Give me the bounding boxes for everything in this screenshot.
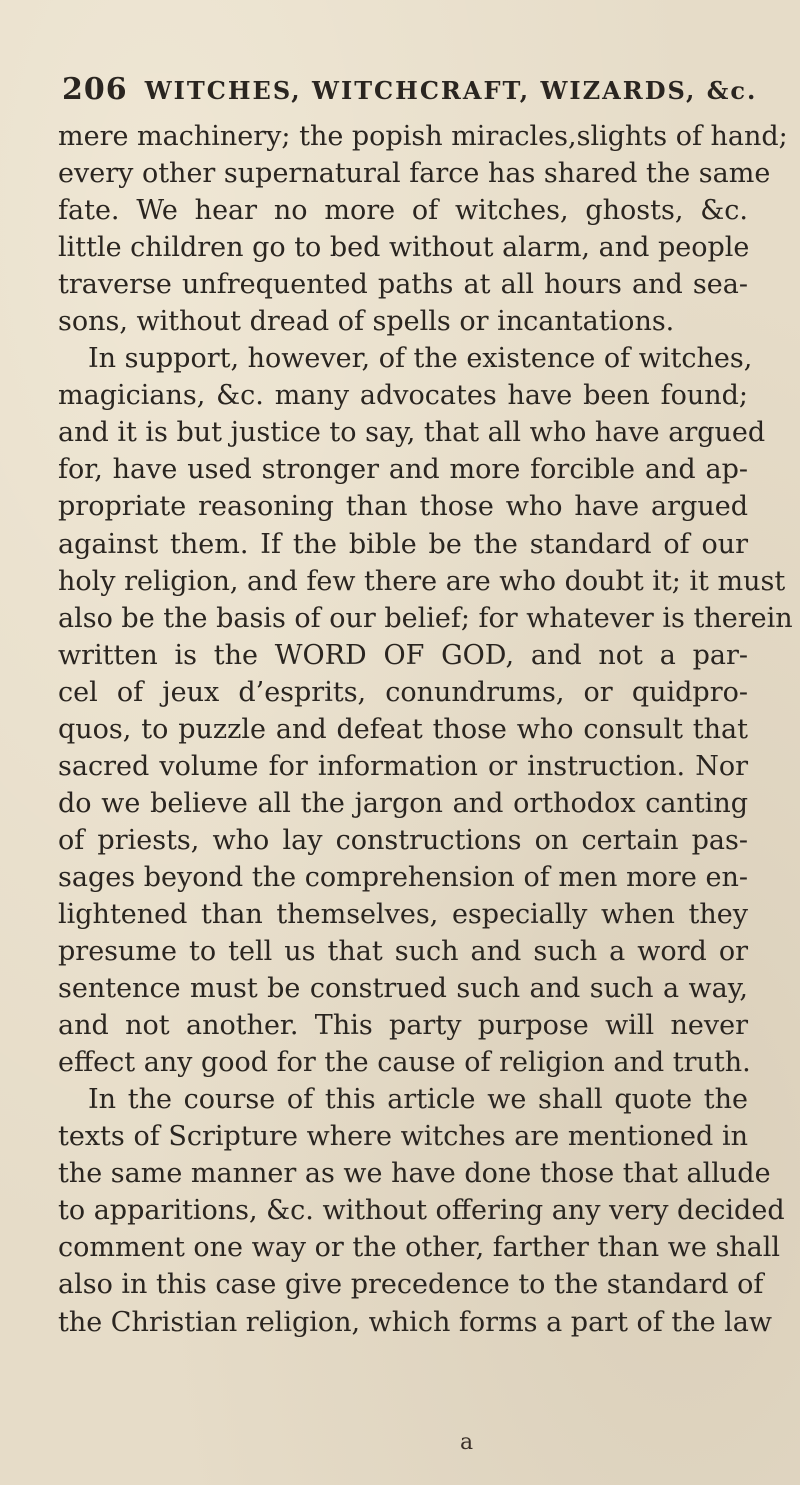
text-line: written is the WORD OF GOD, and not a par- xyxy=(58,639,748,671)
signature-mark: a xyxy=(460,1430,474,1455)
text-line: In the course of this article we shall quote the xyxy=(88,1084,748,1116)
text-line: holy religion, and few there are who doubt it; it must xyxy=(58,565,786,597)
text-line: In support, however, of the existence of witches, xyxy=(88,343,753,375)
text-line: and not another. This party purpose will never xyxy=(58,1010,748,1042)
text-line: to apparitions, &c. without offering any very decided xyxy=(58,1195,785,1227)
text-line: little children go to bed without alarm, and people xyxy=(58,232,750,264)
text-line: also in this case give precedence to the standard of xyxy=(58,1269,764,1301)
text-line: the Christian religion, which forms a part of the law xyxy=(58,1306,772,1338)
text-line: the same manner as we have done those that allude xyxy=(58,1158,771,1190)
text-line: comment one way or the other, farther than we shall xyxy=(58,1232,781,1264)
text-line: texts of Scripture where witches are mentioned in xyxy=(58,1121,748,1153)
text-line: every other supernatural farce has shared the same xyxy=(58,158,771,190)
text-line: effect any good for the cause of religion and truth. xyxy=(58,1047,751,1079)
text-line: mere machinery; the popish miracles,slights of hand; xyxy=(58,121,788,152)
text-line: sentence must be construed such and such a way, xyxy=(58,973,748,1005)
text-line: sons, without dread of spells or incantations. xyxy=(58,306,675,338)
text-line: also be the basis of our belief; for whatever is therein xyxy=(58,602,793,634)
text-line: magicians, &c. many advocates have been found; xyxy=(58,380,748,412)
text-line: for, have used stronger and more forcible and ap- xyxy=(58,454,748,486)
body-text xyxy=(58,118,793,1341)
text-line: cel of jeux d’esprits, conundrums, or quidpro- xyxy=(58,676,748,708)
text-line: do we believe all the jargon and orthodox canting xyxy=(58,787,748,819)
text-line: traverse unfrequented paths at all hours and sea- xyxy=(58,269,748,301)
text-line: lightened than themselves, especially when they xyxy=(58,898,748,930)
text-line: and it is but justice to say, that all who have argued xyxy=(58,417,766,449)
text-line: fate. We hear no more of witches, ghosts, &c. xyxy=(58,195,748,227)
text-line: presume to tell us that such and such a word or xyxy=(58,936,748,968)
text-line: against them. If the bible be the standard of our xyxy=(58,528,748,560)
page-number: 206 xyxy=(62,72,128,107)
text-line: propriate reasoning than those who have argued xyxy=(58,491,748,523)
text-line: quos, to puzzle and defeat those who consult that xyxy=(58,713,748,745)
running-head xyxy=(62,72,762,112)
running-head-title: WITCHES, WITCHCRAFT, WIZARDS, &c. xyxy=(144,76,758,105)
text-line: sages beyond the comprehension of men more en- xyxy=(58,861,748,893)
text-line: sacred volume for information or instruction. Nor xyxy=(58,750,748,782)
text-line: of priests, who lay constructions on certain pas- xyxy=(58,824,748,856)
